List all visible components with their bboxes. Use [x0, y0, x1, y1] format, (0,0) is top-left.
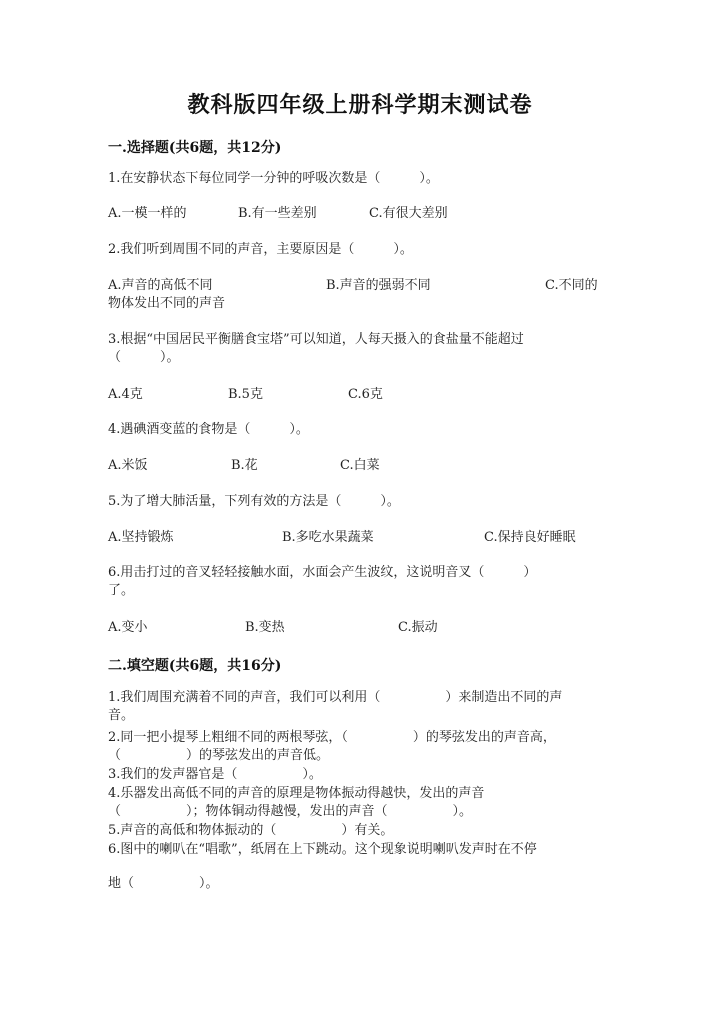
question-2-text: 2.我们听到周围不同的声音，主要原因是（ ）。	[108, 242, 413, 257]
question-1-text: 1.在安静状态下每位同学一分钟的呼吸次数是（ ）。	[108, 171, 439, 186]
question-6-text: 6.用击打过的音叉轻轻接触水面，水面会产生波纹，这说明音叉（ ）	[108, 565, 537, 580]
question-1-option-b: B.有一些差别	[238, 206, 317, 221]
document-title: 教科版四年级上册科学期末测试卷	[187, 92, 533, 118]
question-3-option-c: C.6克	[348, 387, 383, 402]
question-4-option-a: A.米饭	[108, 458, 148, 473]
fill-line-6: 4.乐器发出高低不同的声音的原理是物体振动得越快，发出的声音	[108, 786, 485, 801]
fill-line-5: 3.我们的发声器官是（ ）。	[108, 767, 322, 782]
question-1-option-a: A.一模一样的	[108, 206, 187, 221]
question-3-option-a: A.4克	[108, 387, 143, 402]
question-4-option-b: B.花	[231, 458, 258, 473]
question-2-option-b: B.声音的强弱不同	[326, 278, 431, 293]
fill-line-2: 音。	[108, 708, 135, 723]
section-1-heading: 一.选择题(共6题，共12分)	[108, 140, 282, 156]
question-3-text-continued: （ ）。	[108, 350, 180, 365]
fill-line-4: （ ）的琴弦发出的声音低。	[108, 748, 330, 763]
question-6-text-continued: 了。	[108, 583, 135, 598]
section-2-heading: 二.填空题(共6题，共16分)	[108, 658, 282, 674]
question-6-option-a: A.变小	[108, 620, 148, 635]
question-5-text: 5.为了增大肺活量，下列有效的方法是（ ）。	[108, 494, 400, 509]
question-6-option-c: C.振动	[398, 620, 438, 635]
fill-line-8: 5.声音的高低和物体振动的（ ）有关。	[108, 823, 394, 838]
question-5-option-a: A.坚持锻炼	[108, 530, 174, 545]
question-2-option-a: A.声音的高低不同	[108, 278, 213, 293]
fill-line-3: 2.同一把小提琴上粗细不同的两根琴弦，（ ）的琴弦发出的声音高，	[108, 730, 556, 745]
question-2-option-c-continued: 物体发出不同的声音	[108, 296, 226, 311]
question-4-option-c: C.白菜	[340, 458, 380, 473]
fill-line-10: 地（ ）。	[108, 876, 219, 891]
fill-line-1: 1.我们周围充满着不同的声音，我们可以利用（ ）来制造出不同的声	[108, 690, 563, 705]
fill-line-9: 6.图中的喇叭在“唱歌”，纸屑在上下跳动。这个现象说明喇叭发声时在不停	[108, 842, 537, 857]
question-6-option-b: B.变热	[245, 620, 285, 635]
question-1-option-c: C.有很大差别	[369, 206, 448, 221]
question-3-text: 3.根据“中国居民平衡膳食宝塔”可以知道，人每天摄入的食盐量不能超过	[108, 332, 524, 347]
question-5-option-c: C.保持良好睡眠	[484, 530, 576, 545]
question-2-option-c: C.不同的	[545, 278, 598, 293]
question-4-text: 4.遇碘酒变蓝的食物是（ ）。	[108, 422, 309, 437]
fill-line-7: （ ）；物体铜动得越慢，发出的声音（ ）。	[108, 804, 473, 819]
question-5-option-b: B.多吃水果蔬菜	[282, 530, 374, 545]
question-3-option-b: B.5克	[228, 387, 263, 402]
